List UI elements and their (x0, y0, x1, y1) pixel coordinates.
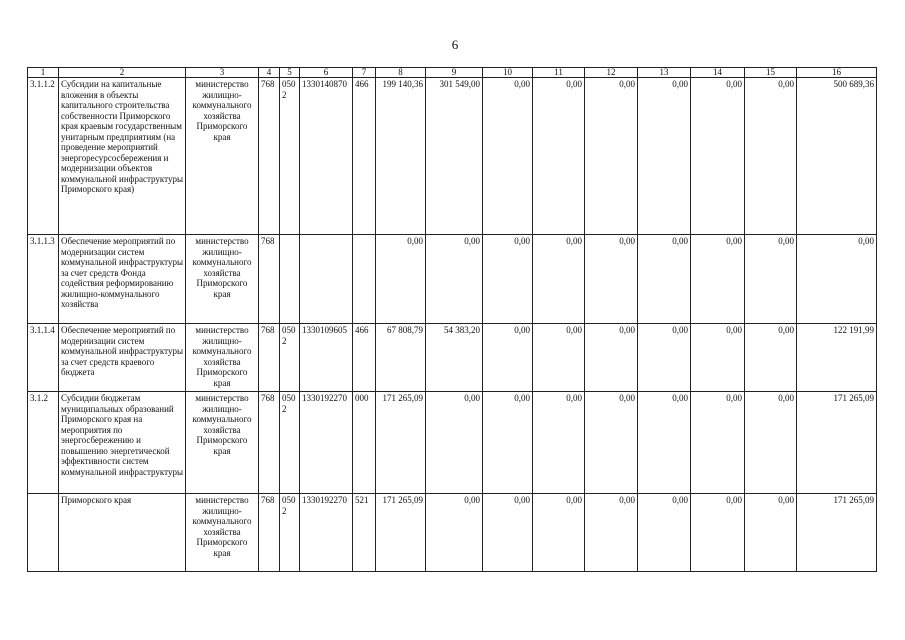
row-executor: министерство жилищно-коммунального хозяйства Приморского края (186, 392, 259, 494)
col-7: 466 (353, 324, 376, 392)
col-8: 171 265,09 (376, 494, 426, 572)
col-16: 0,00 (797, 235, 877, 324)
header-row (28, 68, 877, 78)
header-cell: 11 (533, 68, 585, 78)
col-5: 0502 (280, 392, 300, 494)
col-6: 1330140870 (300, 78, 353, 235)
col-6: 1330109605 (300, 324, 353, 392)
col-12: 0,00 (585, 324, 638, 392)
header-cell: 12 (585, 68, 638, 78)
col-15: 0,00 (745, 392, 797, 494)
row-name: Приморского края (59, 494, 186, 572)
row-executor: министерство жилищно-коммунального хозяйства Приморского края (186, 494, 259, 572)
col-14: 0,00 (691, 494, 745, 572)
col-13: 0,00 (638, 392, 691, 494)
col-11: 0,00 (533, 392, 585, 494)
col-11: 0,00 (533, 324, 585, 392)
col-9: 0,00 (426, 494, 483, 572)
table-row (28, 392, 877, 494)
header-cell: 6 (300, 68, 353, 78)
header-cell: 4 (259, 68, 280, 78)
table-row (28, 78, 877, 235)
col-7: 521 (353, 494, 376, 572)
col-5: 0502 (280, 78, 300, 235)
col-11: 0,00 (533, 78, 585, 235)
col-5 (280, 235, 300, 324)
row-number: 3.1.1.4 (28, 324, 59, 392)
col-15: 0,00 (745, 494, 797, 572)
col-16: 122 191,99 (797, 324, 877, 392)
header-cell: 3 (186, 68, 259, 78)
col-7 (353, 235, 376, 324)
header-cell: 8 (376, 68, 426, 78)
header-cell: 14 (691, 68, 745, 78)
col-6 (300, 235, 353, 324)
col-7: 466 (353, 78, 376, 235)
row-executor: министерство жилищно-коммунального хозяйства Приморского края (186, 235, 259, 324)
col-12: 0,00 (585, 392, 638, 494)
col-11: 0,00 (533, 494, 585, 572)
row-executor: министерство жилищно-коммунального хозяйства Приморского края (186, 324, 259, 392)
col-10: 0,00 (483, 324, 533, 392)
col-11: 0,00 (533, 235, 585, 324)
row-executor: министерство жилищно-коммунального хозяйства Приморского края (186, 78, 259, 235)
budget-table (27, 67, 877, 572)
col-12: 0,00 (585, 235, 638, 324)
row-number: 3.1.1.3 (28, 235, 59, 324)
header-cell: 16 (797, 68, 877, 78)
col-8: 0,00 (376, 235, 426, 324)
col-10: 0,00 (483, 392, 533, 494)
header-cell: 2 (59, 68, 186, 78)
col-8: 67 808,79 (376, 324, 426, 392)
col-9: 301 549,00 (426, 78, 483, 235)
col-16: 171 265,09 (797, 494, 877, 572)
col-14: 0,00 (691, 392, 745, 494)
col-4: 768 (259, 78, 280, 235)
header-cell: 13 (638, 68, 691, 78)
row-name: Субсидии бюджетам муниципальных образований Приморского края на мероприятия по энергосбережению и повышению энергетической эффективности систем коммунальной инфраструктуры (59, 392, 186, 494)
col-13: 0,00 (638, 78, 691, 235)
table-row (28, 235, 877, 324)
col-16: 171 265,09 (797, 392, 877, 494)
header-cell: 9 (426, 68, 483, 78)
row-name: Субсидии на капитальные вложения в объекты капитального строительства собственности Приморского края краевым государственным унитарным предприятиям (на проведение мероприятий энергоресурсосбережения и модернизации объектов коммунальной инфраструктуры Приморского края) (59, 78, 186, 235)
col-4: 768 (259, 392, 280, 494)
col-4: 768 (259, 324, 280, 392)
row-number (28, 494, 59, 572)
header-cell: 1 (28, 68, 59, 78)
col-13: 0,00 (638, 235, 691, 324)
col-15: 0,00 (745, 324, 797, 392)
col-10: 0,00 (483, 235, 533, 324)
col-5: 0502 (280, 324, 300, 392)
col-13: 0,00 (638, 324, 691, 392)
col-12: 0,00 (585, 494, 638, 572)
col-4: 768 (259, 494, 280, 572)
col-9: 0,00 (426, 392, 483, 494)
col-13: 0,00 (638, 494, 691, 572)
col-14: 0,00 (691, 324, 745, 392)
col-8: 171 265,09 (376, 392, 426, 494)
col-6: 1330192270 (300, 494, 353, 572)
col-7: 000 (353, 392, 376, 494)
row-name: Обеспечение мероприятий по модернизации систем коммунальной инфраструктуры за счет средств краевого бюджета (59, 324, 186, 392)
col-15: 0,00 (745, 78, 797, 235)
col-10: 0,00 (483, 494, 533, 572)
col-15: 0,00 (745, 235, 797, 324)
col-4: 768 (259, 235, 280, 324)
header-cell: 15 (745, 68, 797, 78)
table-row (28, 494, 877, 572)
col-14: 0,00 (691, 78, 745, 235)
col-6: 1330192270 (300, 392, 353, 494)
col-9: 54 383,20 (426, 324, 483, 392)
header-cell: 10 (483, 68, 533, 78)
col-9: 0,00 (426, 235, 483, 324)
col-16: 500 689,36 (797, 78, 877, 235)
header-cell: 5 (280, 68, 300, 78)
col-12: 0,00 (585, 78, 638, 235)
row-number: 3.1.2 (28, 392, 59, 494)
col-10: 0,00 (483, 78, 533, 235)
row-number: 3.1.1.2 (28, 78, 59, 235)
col-14: 0,00 (691, 235, 745, 324)
col-5: 0502 (280, 494, 300, 572)
page-number: 6 (451, 37, 459, 52)
row-name: Обеспечение мероприятий по модернизации систем коммунальной инфраструктуры за счет средств Фонда содействия реформированию жилищно-коммунального хозяйства (59, 235, 186, 324)
col-8: 199 140,36 (376, 78, 426, 235)
table-row (28, 324, 877, 392)
header-cell: 7 (353, 68, 376, 78)
